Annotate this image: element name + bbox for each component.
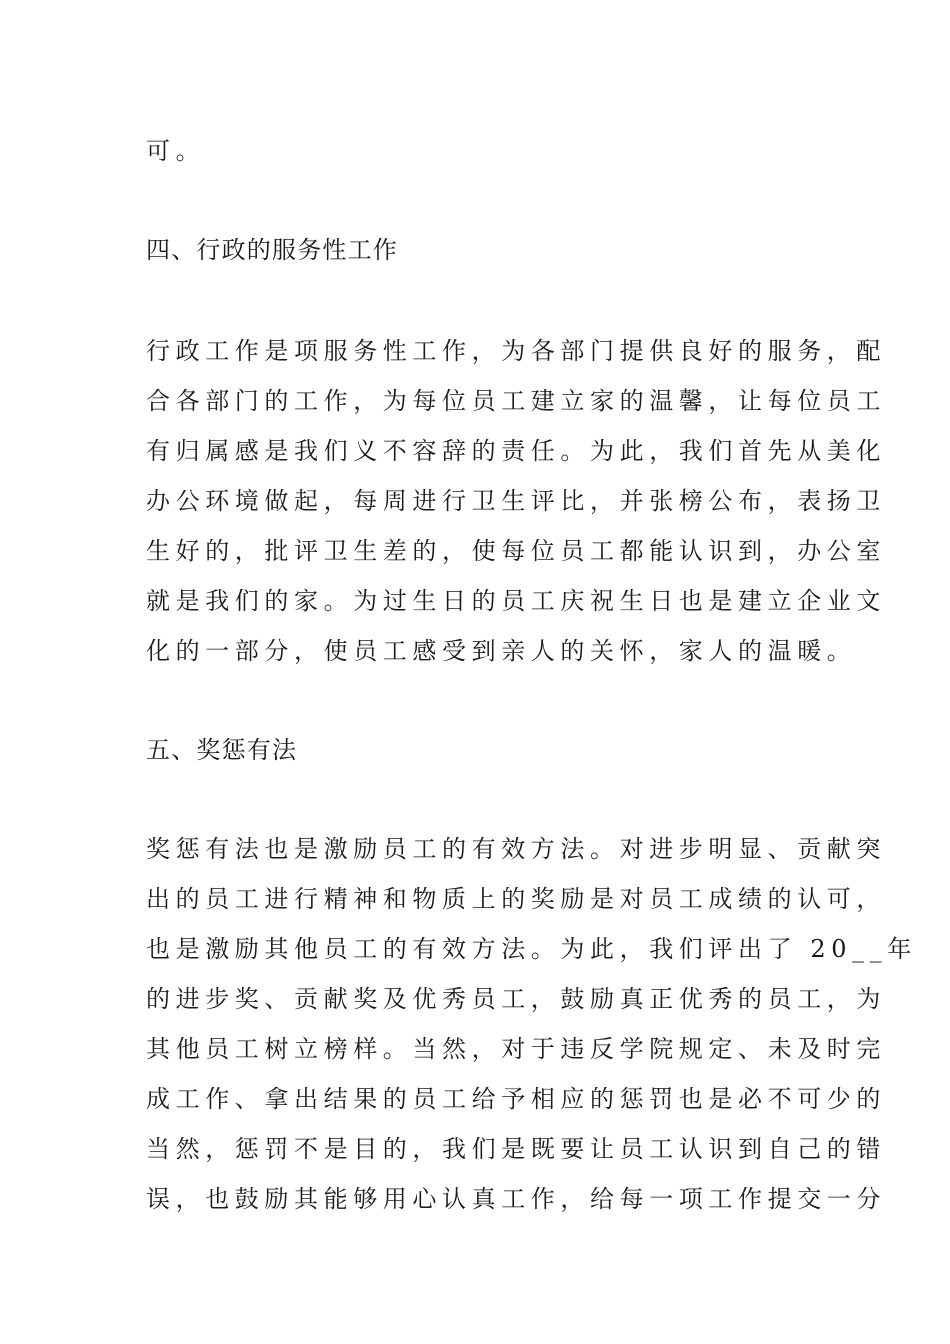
paragraph-line: 行政工作是项服务性工作，为各部门提供良好的服务，配 — [146, 337, 886, 365]
paragraph-line: 也是激励其他员工的有效方法。为此，我们评出了 20__年 — [146, 935, 917, 963]
paragraph-line: 化的一部分，使员工感受到亲人的关怀，家人的温暖。 — [146, 637, 857, 665]
paragraph-line: 奖惩有法也是激励员工的有效方法。对进步明显、贡献突 — [146, 835, 886, 863]
paragraph-line: 办公环境做起，每周进行卫生评比，并张榜公布，表扬卫 — [146, 487, 886, 515]
paragraph-line: 误，也鼓励其能够用心认真工作，给每一项工作提交一分 — [146, 1185, 886, 1213]
paragraph-line: 当然，惩罚不是目的，我们是既要让员工认识到自己的错 — [146, 1135, 886, 1163]
paragraph-line: 生好的，批评卫生差的，使每位员工都能认识到，办公室 — [146, 537, 886, 565]
paragraph-line: 就是我们的家。为过生日的员工庆祝生日也是建立企业文 — [146, 587, 886, 615]
paragraph-line: 成工作、拿出结果的员工给予相应的惩罚也是必不可少的 — [146, 1085, 886, 1113]
paragraph-line: 合各部门的工作，为每位员工建立家的温馨，让每位员工 — [146, 387, 886, 415]
paragraph-line: 的进步奖、贡献奖及优秀员工，鼓励真正优秀的员工，为 — [146, 985, 886, 1013]
paragraph-line: 可。 — [146, 137, 206, 165]
paragraph-line: 有归属感是我们义不容辞的责任。为此，我们首先从美化 — [146, 437, 886, 465]
section-heading-4: 四、行政的服务性工作 — [146, 236, 398, 264]
section-heading-5: 五、奖惩有法 — [146, 736, 298, 764]
paragraph-line: 其他员工树立榜样。当然，对于违反学院规定、未及时完 — [146, 1035, 886, 1063]
paragraph-line: 出的员工进行精神和物质上的奖励是对员工成绩的认可， — [146, 885, 886, 913]
